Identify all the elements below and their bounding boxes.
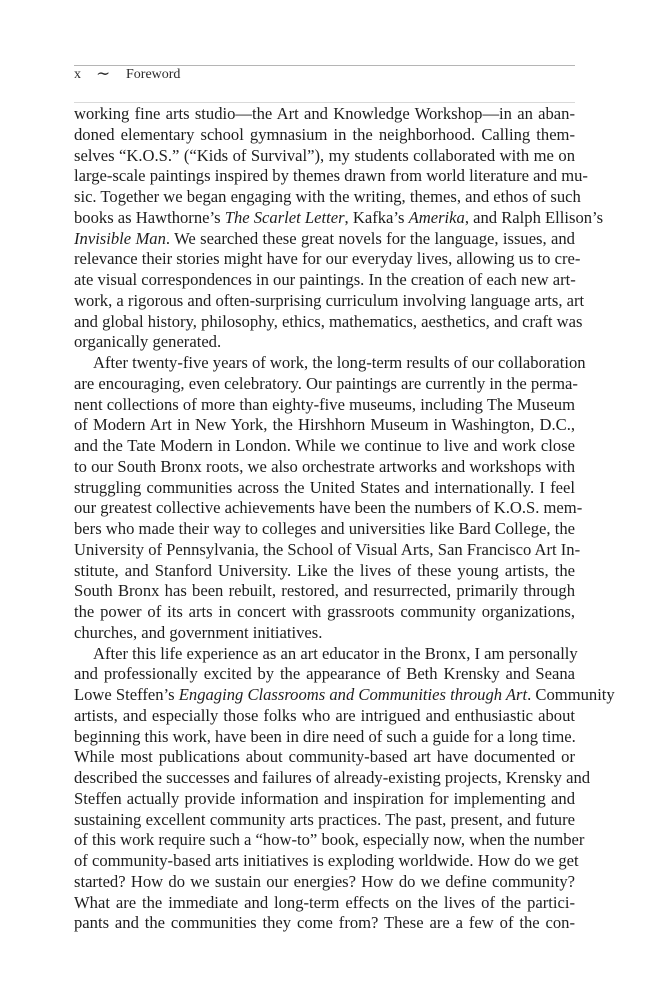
- text-line: beginning this work, have been in dire need of such a guide for a long time.: [74, 726, 576, 746]
- text-line: the power of its arts in concert with grassroots community organizations,: [74, 602, 575, 621]
- text-line: relevance their stories might have for our everyday lives, allowing us to cre-: [74, 249, 581, 269]
- text-line: and the Tate Modern in London. While we continue to live and work close: [74, 436, 575, 455]
- text-line: sustaining excellent community arts practices. The past, present, and future: [74, 809, 575, 829]
- text-line: and global history, philosophy, ethics, mathematics, aesthetics, and craft was: [74, 311, 583, 331]
- text-line: churches, and government initiatives.: [74, 622, 323, 642]
- text-line: of this work require such a “how-to” book, especially now, when the number: [74, 830, 585, 850]
- section-title: Foreword: [126, 67, 181, 82]
- book-title: Engaging Classrooms and Communities through Art: [178, 685, 528, 704]
- text-line: bers who made their way to colleges and universities like Bard College, the: [74, 519, 575, 538]
- text-line: What are the immediate and long-term effects on the lives of the partici-: [74, 892, 575, 912]
- text-line: work, a rigorous and often-surprising curriculum involving language arts, art: [74, 290, 585, 310]
- book-title: Amerika: [408, 207, 465, 227]
- text-line: our greatest collective achievements have been the numbers of K.O.S. mem-: [74, 498, 583, 518]
- text-line: After this life experience as an art educator in the Bronx, I am personally: [93, 643, 578, 663]
- tilde-ornament-icon: ∼: [96, 64, 111, 83]
- text-line: to our South Bronx roots, we also orchestrate artworks and workshops with: [74, 456, 575, 476]
- paragraph: [74, 643, 615, 935]
- book-title: Invisible Man: [74, 228, 166, 248]
- paragraph: [74, 104, 604, 353]
- text-line: books as Hawthorne’s The Scarlet Letter, Kafka’s Amerika, and Ralph Ellison’s: [74, 207, 604, 227]
- paragraph: [74, 353, 586, 644]
- text-line: of Modern Art in New York, the Hirshhorn Museum in Washington, D.C.,: [74, 415, 575, 435]
- text-line: South Bronx has been rebuilt, restored, and resurrected, primarily through: [74, 581, 575, 601]
- book-title: The Scarlet Letter: [224, 207, 345, 227]
- text-line: pants and the communities they come from? These are a few of the con-: [74, 913, 575, 933]
- running-head: [74, 65, 575, 94]
- body-text: [74, 104, 615, 934]
- text-line: Steffen actually provide information and inspiration for implementing and: [74, 788, 575, 808]
- header-divider: [74, 102, 575, 103]
- page-number: x: [74, 67, 81, 82]
- text-line: doned elementary school gymnasium in the neighborhood. Calling them-: [74, 124, 575, 144]
- text-line: stitute, and Stanford University. Like the lives of these young artists, the: [74, 560, 575, 580]
- text-line: working fine arts studio—the Art and Knowledge Workshop—in an aban-: [74, 104, 575, 123]
- text-line: organically generated.: [74, 332, 222, 352]
- text-line: nent collections of more than eighty-five museums, including The Museum: [74, 394, 575, 414]
- text-line: struggling communities across the United States and internationally. I feel: [74, 477, 575, 497]
- text-line: are encouraging, even celebratory. Our paintings are currently in the perma-: [74, 373, 578, 393]
- text-line: described the successes and failures of already-existing projects, Krensky and: [74, 768, 591, 787]
- text-line: artists, and especially those folks who are intrigued and enthusiastic about: [74, 705, 575, 725]
- text-line: University of Pennsylvania, the School of Visual Arts, San Francisco Art In-: [74, 539, 581, 559]
- text-line: While most publications about community-based art have documented or: [74, 747, 575, 767]
- text-line: of community-based arts initiatives is exploding worldwide. How do we get: [74, 851, 579, 870]
- text-line: large-scale paintings inspired by themes drawn from world literature and mu-: [74, 166, 588, 186]
- text-line: sic. Together we began engaging with the writing, themes, and ethos of such: [74, 187, 581, 206]
- text-line: and professionally excited by the appearance of Beth Krensky and Seana: [74, 664, 575, 684]
- text-line: ate visual correspondences in our paintings. In the creation of each new art-: [74, 270, 576, 289]
- text-line: selves “K.O.S.” (“Kids of Survival”), my students collaborated with me on: [74, 145, 575, 165]
- text-line: started? How do we sustain our energies? How do we define community?: [74, 871, 575, 891]
- text-line: Invisible Man. We searched these great novels for the language, issues, and: [74, 228, 575, 248]
- text-line: Lowe Steffen’s Engaging Classrooms and Communities through Art. Community: [74, 685, 615, 704]
- text-line: After twenty-five years of work, the long-term results of our collaboration: [93, 353, 586, 372]
